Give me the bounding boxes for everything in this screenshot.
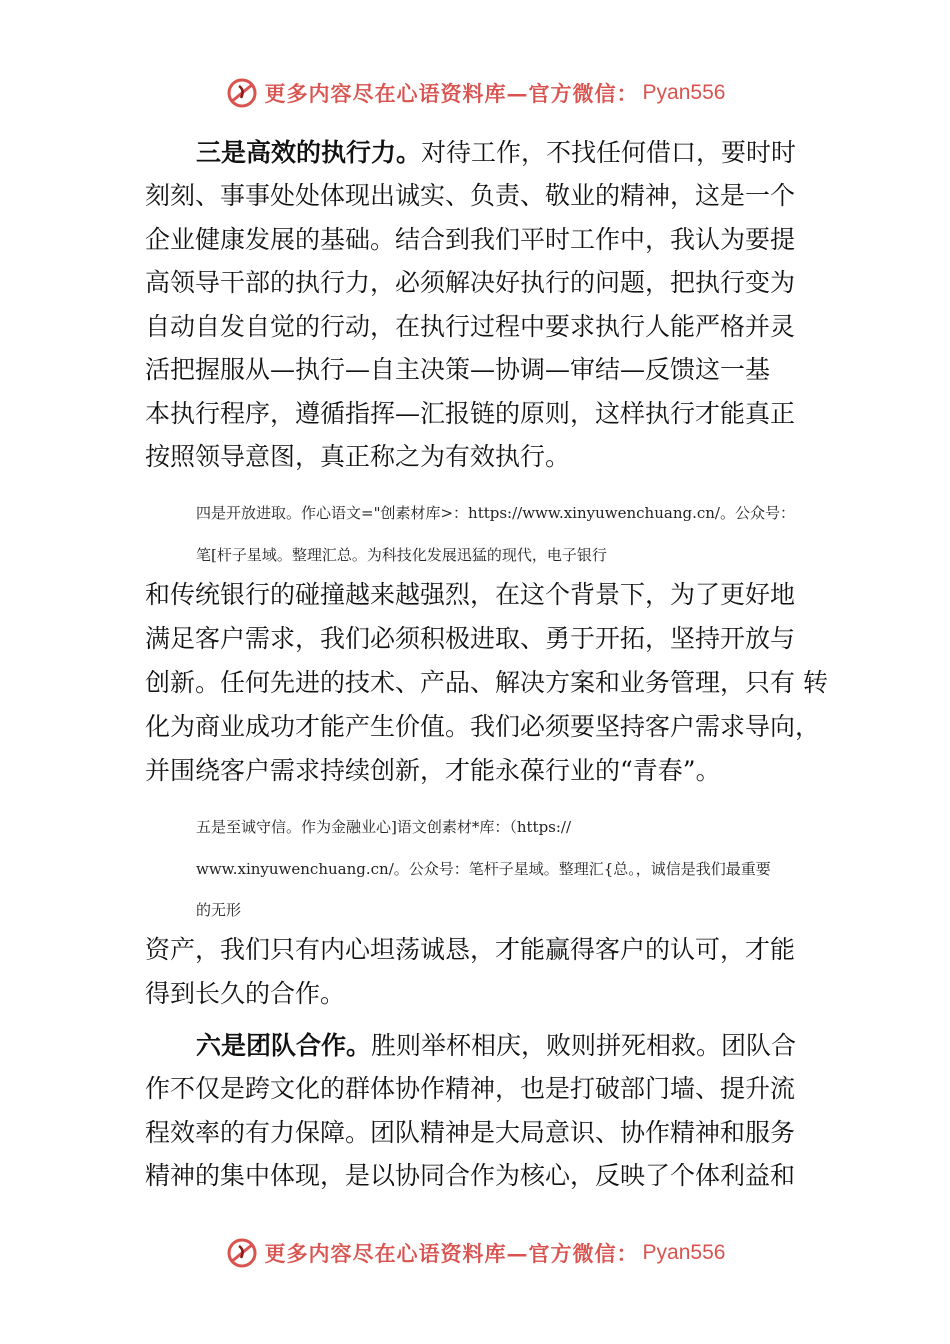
section-4-line: 并围绕客户需求持续创新，才能永葆行业的“青春”。	[145, 756, 721, 785]
section-5-line: 资产，我们只有内心坦荡诚恳，才能赢得客户的认可，才能	[145, 935, 796, 964]
footer-wechat-id: Pyan556	[642, 1241, 726, 1264]
section-6-line: 胜则举杯相庆，败则拼死相救。团队合	[371, 1031, 797, 1060]
footer-banner-text: 更多内容尽在心语资料库—官方微信：	[264, 1241, 639, 1266]
section-3-heading: 三是高效的执行力。	[196, 138, 422, 167]
section-6-line: 程效率的有力保障。团队精神是大局意识、协作精神和服务	[145, 1118, 796, 1147]
header-banner-text: 更多内容尽在心语资料库—官方微信：	[264, 81, 639, 106]
section-4-line: 创新。任何先进的技术、产品、解决方案和业务管理，只有 转	[145, 668, 828, 697]
section-3-line: 活把握服从—执行—自主决策—协调—审结—反馈这一基	[145, 355, 771, 384]
section-3-first-line	[196, 138, 796, 168]
section-3-line: 高领导干部的执行力，必须解决好执行的问题，把执行变为	[145, 268, 796, 297]
section-3-line: 本执行程序，遵循指挥—汇报链的原则，这样执行才能真正	[145, 399, 796, 428]
section-5-small-line: 的无形	[196, 901, 242, 919]
footer-banner	[0, 1228, 950, 1278]
section-4-line: 满足客户需求，我们必须积极进取、勇于开拓，坚持开放与	[145, 624, 796, 653]
header-wechat-id: Pyan556	[642, 81, 726, 104]
section-4-line: 化为商业成功才能产生价值。我们必须要坚持客户需求导向，	[145, 712, 821, 741]
section-4-small-line: 四是开放进取。作心语文="创素材库>：https://www.xinyuwenchuang.cn/。公众号：	[196, 504, 795, 522]
section-3-line: 自动自发自觉的行动，在执行过程中要求执行人能严格并灵	[145, 312, 796, 341]
section-5-small-line: www.xinyuwenchuang.cn/。公众号：笔杆子星域。整理汇{总。，诚信是我们最重要	[196, 860, 771, 878]
logo-icon	[225, 1236, 259, 1270]
section-6-heading: 六是团队合作。	[196, 1031, 372, 1060]
section-5-line: 得到长久的合作。	[145, 979, 346, 1008]
section-3-line: 按照领导意图，真正称之为有效执行。	[145, 442, 571, 471]
section-6-line: 精神的集中体现，是以协同合作为核心，反映了个体利益和	[145, 1161, 796, 1190]
header-banner	[0, 68, 950, 118]
section-3-line: 刻刻、事事处处体现出诚实、负责、敬业的精神，这是一个	[145, 181, 796, 210]
section-3-line: 对待工作，不找任何借口，要时时	[421, 138, 797, 167]
section-4-line: 和传统银行的碰撞越来越强烈，在这个背景下，为了更好地	[145, 580, 796, 609]
section-5-small-line: 五是至诚守信。作为金融业心]语文创素材*库：（https://	[196, 818, 572, 836]
section-6-first-line	[196, 1031, 796, 1061]
section-3-line: 企业健康发展的基础。结合到我们平时工作中，我认为要提	[145, 225, 796, 254]
section-6-line: 作不仅是跨文化的群体协作精神，也是打破部门墙、提升流	[145, 1074, 796, 1103]
section-4-small-line: 笔[杆子星域。整理汇总。为科技化发展迅猛的现代，电子银行	[196, 546, 607, 564]
logo-icon	[225, 76, 259, 110]
